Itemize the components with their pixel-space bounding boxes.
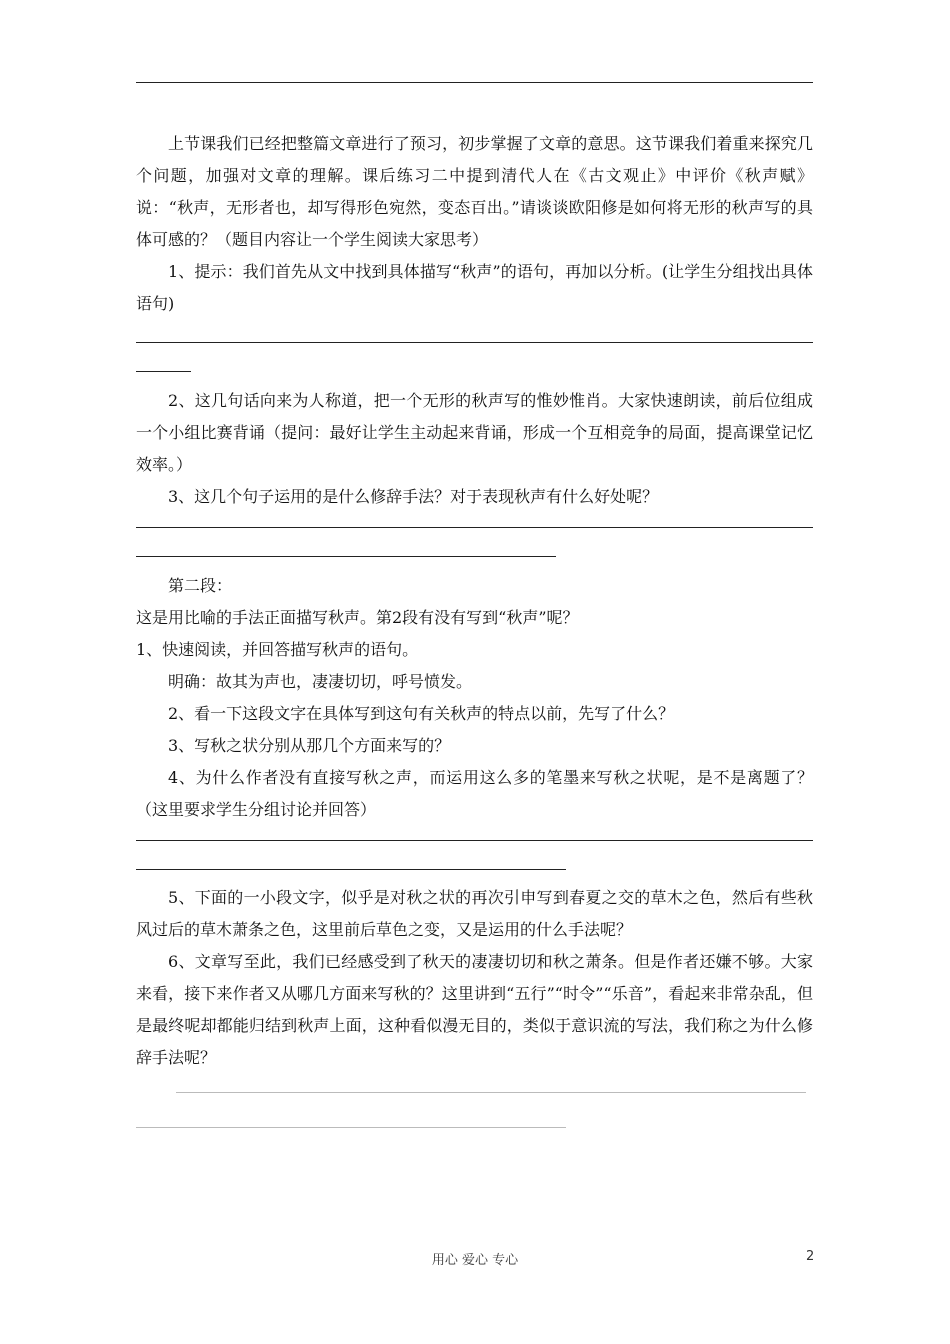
section-intro: 这是用比喻的手法正面描写秋声。第2段有没有写到“秋声”呢？ bbox=[136, 608, 579, 627]
section-question-3: 3、写秋之状分别从那几个方面来写的？ bbox=[168, 736, 451, 755]
section-heading: 第二段： bbox=[168, 576, 233, 595]
answer-line[interactable] bbox=[136, 1127, 566, 1128]
section-question-1: 1、快速阅读，并回答描写秋声的语句。 bbox=[136, 640, 419, 659]
section-question-4: 4、为什么作者没有直接写秋之声，而运用这么多的笔墨来写秋之状呢，是不是离题了？（这里要求学生分组讨论并回答） bbox=[136, 768, 813, 819]
page-footer: 用心 爱心 专心 bbox=[431, 1253, 519, 1268]
paragraph-intro: 上节课我们已经把整篇文章进行了预习，初步掌握了文章的意思。这节课我们着重来探究几个问题，加强对文章的理解。课后练习二中提到清代人在《古文观止》中评价《秋声赋》说：“秋声，无形者也，却写得形色宛然，变态百出。”请谈谈欧阳修是如何将无形的秋声写的具体可感的？（题目内容让一个学生阅读大家思考） bbox=[136, 134, 813, 249]
section-question-2: 2、看一下这段文字在具体写到这句有关秋声的特点以前，先写了什么？ bbox=[168, 704, 675, 723]
question-2: 2、这几句话向来为人称道，把一个无形的秋声写的惟妙惟肖。大家快速朗读，前后位组成一个小组比赛背诵（提问：最好让学生主动起来背诵，形成一个互相竞争的局面，提高课堂记忆效率。） bbox=[136, 391, 813, 474]
header-rule bbox=[136, 82, 813, 83]
section-question-6: 6、文章写至此，我们已经感受到了秋天的凄凄切切和秋之萧条。但是作者还嫌不够。大家来看，接下来作者又从哪几方面来写秋的？这里讲到“五行”“时令”“乐音”，看起来非常杂乱，但是最终呢却都能归结到秋声上面，这种看似漫无目的，类似于意识流的写法，我们称之为什么修辞手法呢？ bbox=[136, 952, 813, 1067]
question-1: 1、提示：我们首先从文中找到具体描写“秋声”的语句，再加以分析。(让学生分组找出具体语句) bbox=[136, 262, 813, 313]
document-body bbox=[136, 128, 813, 1128]
question-3: 3、这几个句子运用的是什么修辞手法？对于表现秋声有什么好处呢？ bbox=[168, 487, 659, 506]
section-question-5: 5、下面的一小段文字，似乎是对秋之状的再次引申写到春夏之交的草木之色，然后有些秋风过后的草木萧条之色，这里前后草色之变，又是运用的什么手法呢？ bbox=[136, 888, 813, 939]
page-number: 2 bbox=[806, 1249, 815, 1264]
answer-text: 明确：故其为声也，凄凄切切，呼号愤发。 bbox=[168, 672, 473, 691]
